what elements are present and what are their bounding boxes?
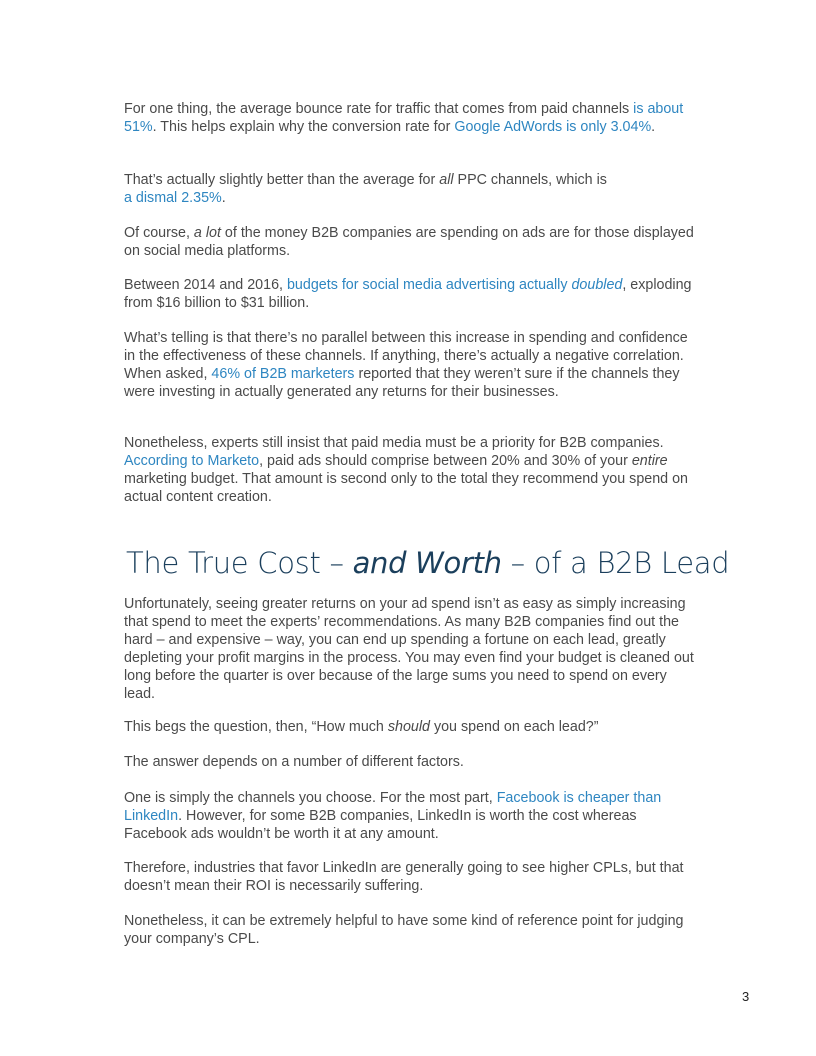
- paragraph-ad-spend-returns: [124, 595, 699, 703]
- paragraph-ppc-average: [124, 171, 699, 207]
- text: marketing budget. That amount is second only to the total they recommend you spend on actual content creation.: [124, 471, 689, 505]
- link-social-budgets[interactable]: [287, 277, 622, 293]
- emphasis: a lot: [193, 225, 221, 241]
- text: For one thing, the average bounce rate for traffic that comes from paid channels: [124, 101, 634, 117]
- paragraph-linkedin-cpl: [124, 859, 699, 895]
- link-dismal-rate[interactable]: a dismal 2.35%: [124, 190, 222, 206]
- text: of the money B2B companies are spending on ads are for those displayed on social media platforms.: [124, 225, 694, 259]
- paragraph-reference-point: [124, 912, 699, 948]
- text: The answer depends on a number of different factors.: [124, 754, 464, 770]
- paragraph-negative-correlation: [124, 329, 699, 401]
- text: reported that they weren’t sure if the channels they were investing in actually generated any returns for their businesses.: [124, 366, 680, 400]
- text: Between 2014 and 2016,: [124, 277, 287, 293]
- page-number: 3: [742, 989, 750, 1004]
- emphasis: entire: [631, 453, 668, 469]
- heading-text: The True Cost –: [126, 546, 353, 580]
- paragraph-paid-media-priority: [124, 434, 699, 506]
- emphasis: all: [439, 172, 454, 188]
- link-emphasis: doubled: [571, 277, 623, 293]
- text: , paid ads should comprise between 20% and 30% of your: [259, 453, 632, 469]
- heading-emphasis: and Worth: [352, 546, 502, 580]
- text: Therefore, industries that favor LinkedIn are generally going to see higher CPLs, but that doesn’t mean their ROI is necessarily suffering.: [124, 860, 684, 894]
- link-marketo[interactable]: According to Marketo: [124, 453, 260, 469]
- paragraph-answer: [124, 753, 699, 771]
- text: . This helps explain why the conversion rate for: [152, 119, 455, 135]
- paragraph-bounce-rate: [124, 100, 699, 136]
- paragraph-channels: [124, 789, 699, 843]
- text: This begs the question, then, “How much: [124, 719, 388, 735]
- link-b2b-marketers[interactable]: 46% of B2B marketers: [211, 366, 355, 382]
- link-google-adwords[interactable]: Google AdWords is only 3.04%: [454, 119, 652, 135]
- text: Unfortunately, seeing greater returns on your ad spend isn’t as easy as simply increasing that spend to meet the experts’ recommendations. As many B2B companies find out the hard – and expensive – way, you can end up spending a fortune on each lead, greatly depleting your profit margins in the process. You may even find your budget is cleaned out long before the quarter is over because of the large sums you need to spend on every lead.: [124, 596, 694, 702]
- emphasis: should: [387, 719, 430, 735]
- heading-text: – of a B2B Lead: [501, 546, 730, 580]
- paragraph-question: [124, 718, 699, 736]
- text: .: [221, 190, 226, 206]
- paragraph-budgets-doubled: [124, 276, 699, 312]
- link-facebook-linkedin[interactable]: Facebook is cheaper than LinkedIn: [124, 790, 662, 824]
- text: . However, for some B2B companies, LinkedIn is worth the cost whereas Facebook ads wouldn’t be worth it at any amount.: [124, 808, 637, 842]
- text: PPC channels, which is: [453, 172, 607, 188]
- text: .: [651, 119, 656, 135]
- text: What’s telling is that there’s no parallel between this increase in spending and confidence in the effectiveness of these channels. If anything, there’s actually a negative correlation. When asked,: [124, 330, 688, 382]
- text: Nonetheless, it can be extremely helpful to have some kind of reference point for judging your company’s CPL.: [124, 913, 684, 947]
- text: Of course,: [124, 225, 194, 241]
- text: That’s actually slightly better than the average for: [124, 172, 440, 188]
- text: One is simply the channels you choose. For the most part,: [124, 790, 497, 806]
- section-heading: [126, 543, 730, 583]
- text: Nonetheless, experts still insist that paid media must be a priority for B2B companies.: [124, 435, 664, 451]
- paragraph-social-ads: [124, 224, 699, 260]
- link-text: budgets for social media advertising actually: [286, 277, 572, 293]
- link-bounce-rate[interactable]: is about 51%: [124, 101, 684, 135]
- text: , exploding from $16 billion to $31 billion.: [124, 277, 692, 311]
- text: you spend on each lead?”: [429, 719, 599, 735]
